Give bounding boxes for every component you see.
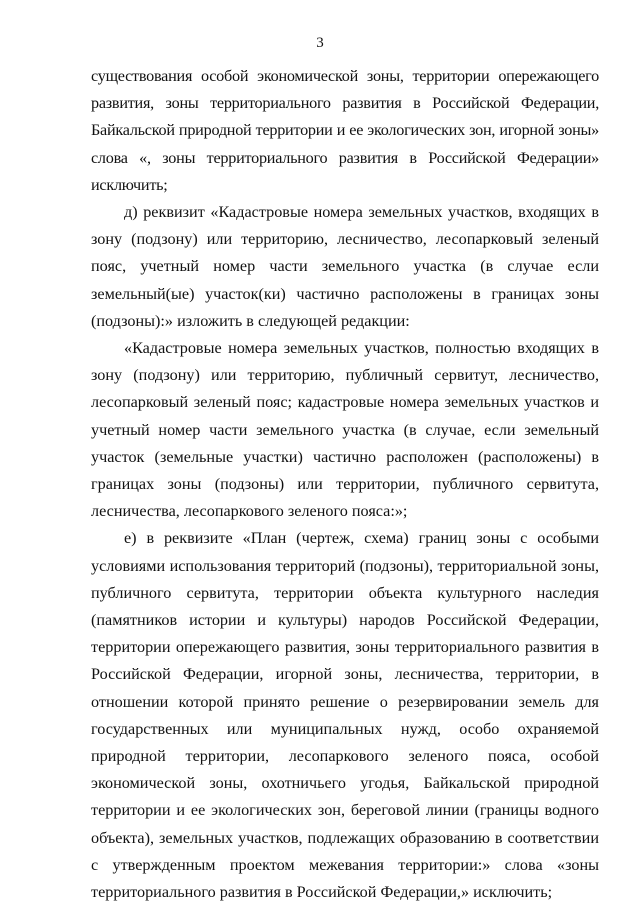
document-body	[91, 63, 599, 906]
paragraph-item-d: д) реквизит «Кадастровые номера земельных участков, входящих в зону (подзону) или территорию, лесничество, лесопарковый зеленый пояс, учетный номер части земельного участка (в случае если земельный(ые) участок(ки) частично расположены в границах зоны (подзоны):» изложить в следующей редакции:	[91, 203, 599, 330]
paragraph-continuation: существования особой экономической зоны, территории опережающего развития, зоны территориального развития в Российской Федерации, Байкальской природной территории и ее экологических зон, игорной зоны» слова «, зоны территориального развития в Российской Федерации» исключить;	[91, 67, 599, 194]
page-number: 3	[316, 35, 324, 51]
paragraph-quoted-text: «Кадастровые номера земельных участков, полностью входящих в зону (подзону) или территорию, публичный сервитут, лесничество, лесопарковый зеленый пояс; кадастровые номера земельных участков и учетный номер части земельного участка (в случае, если земельный участок (земельные участки) частично расположен (расположены) в границах зоны (подзоны) или территории, публичного сервитута, лесничества, лесопаркового зеленого пояса:»;	[91, 339, 599, 521]
paragraph-item-e: е) в реквизите «План (чертеж, схема) границ зоны с особыми условиями использования территорий (подзоны), территориальной зоны, публичного сервитута, территории объекта культурного наследия (памятников истории и культуры) народов Российской Федерации, территории опережающего развития, зоны территориального развития в Российской Федерации, игорной зоны, лесничества, территории, в отношении которой принято решение о резервировании земель для государственных или муниципальных нужд, особо охраняемой природной территории, лесопаркового зеленого пояса, особой экономической зоны, охотничьего угодья, Байкальской природной территории и ее экологических зон, береговой линии (границы водного объекта), земельных участков, подлежащих образованию в соответствии с утвержденным проектом межевания территории:» слова «зоны территориального развития в Российской Федерации,» исключить;	[91, 529, 599, 902]
